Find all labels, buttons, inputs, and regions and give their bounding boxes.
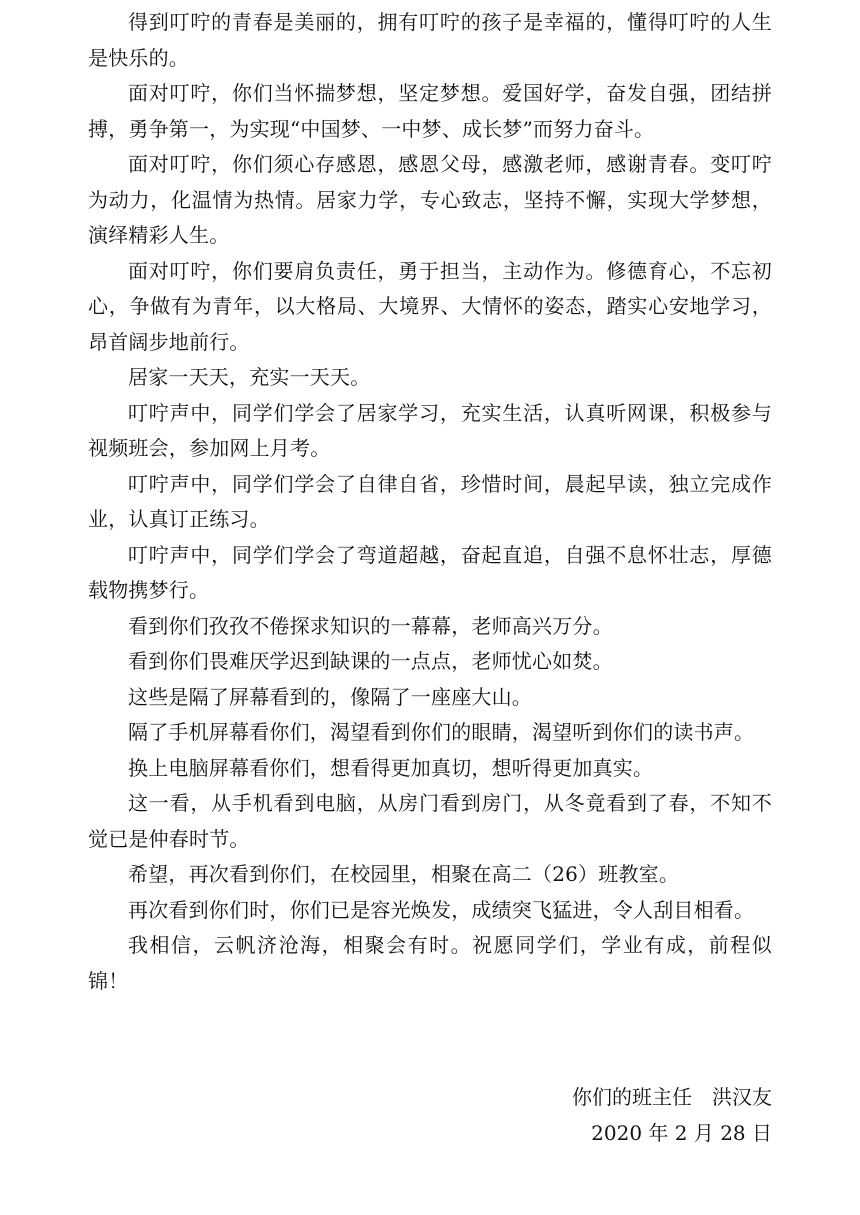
- paragraph-5: 居家一天天，充实一天天。: [128, 365, 371, 389]
- paragraph-7: 叮咛声中，同学们学会了自律自省，珍惜时间，晨起早读，独立完成作业，认真订正练习。: [88, 471, 772, 531]
- paragraph-11: 这些是隔了屏幕看到的，像隔了一座座大山。: [128, 684, 532, 709]
- paragraph-13: 换上电脑屏幕看你们，想看得更加真切，想听得更加真实。: [128, 755, 654, 780]
- paragraph-10: 看到你们畏难厌学迟到缺课的一点点，老师忧心如焚。: [128, 649, 613, 673]
- paragraph-6: 叮咛声中，同学们学会了居家学习，充实生活，认真听网课，积极参与视频班会，参加网上月考。: [88, 400, 772, 460]
- paragraph-14: 这一看，从手机看到电脑，从房门看到房门，从冬竟看到了春，不知不觉已是仲春时节。: [88, 791, 772, 851]
- letter-body: [88, 5, 772, 999]
- paragraph-16: 再次看到你们时，你们已是容光焕发，成绩突飞猛进，令人刮目相看。: [128, 897, 755, 922]
- signature-date: 2020 年 2 月 28 日: [591, 1120, 772, 1145]
- paragraph-8: 叮咛声中，同学们学会了弯道超越，奋起直追，自强不息怀壮志，厚德载物携梦行。: [88, 542, 772, 602]
- signature-block: [572, 1080, 772, 1151]
- paragraph-2: 面对叮咛，你们当怀揣梦想，坚定梦想。爱国好学，奋发自强，团结拼搏，勇争第一，为实现“中国梦、一中梦、成长梦”而努力奋斗。: [88, 81, 772, 141]
- paragraph-9: 看到你们孜孜不倦探求知识的一幕幕，老师高兴万分。: [128, 613, 613, 638]
- paragraph-3: 面对叮咛，你们须心存感恩，感恩父母，感激老师，感谢青春。变叮咛为动力，化温情为热情。居家力学，专心致志，坚持不懈，实现大学梦想，演绎精彩人生。: [88, 152, 772, 247]
- paragraph-12: 隔了手机屏幕看你们，渴望看到你们的眼睛，渴望听到你们的读书声。: [128, 720, 755, 744]
- paragraph-1: 得到叮咛的青春是美丽的，拥有叮咛的孩子是幸福的，懂得叮咛的人生是快乐的。: [88, 10, 772, 70]
- paragraph-15: 希望，再次看到你们，在校园里，相聚在高二（26）班教室。: [128, 862, 680, 886]
- paragraph-4: 面对叮咛，你们要肩负责任，勇于担当，主动作为。修德育心，不忘初心，争做有为青年，以大格局、大境界、大情怀的姿态，踏实心安地学习，昂首阔步地前行。: [88, 258, 772, 354]
- paragraph-17: 我相信，云帆济沧海，相聚会有时。祝愿同学们，学业有成，前程似锦！: [88, 933, 772, 993]
- signature-author: 你们的班主任 洪汉友: [572, 1085, 772, 1109]
